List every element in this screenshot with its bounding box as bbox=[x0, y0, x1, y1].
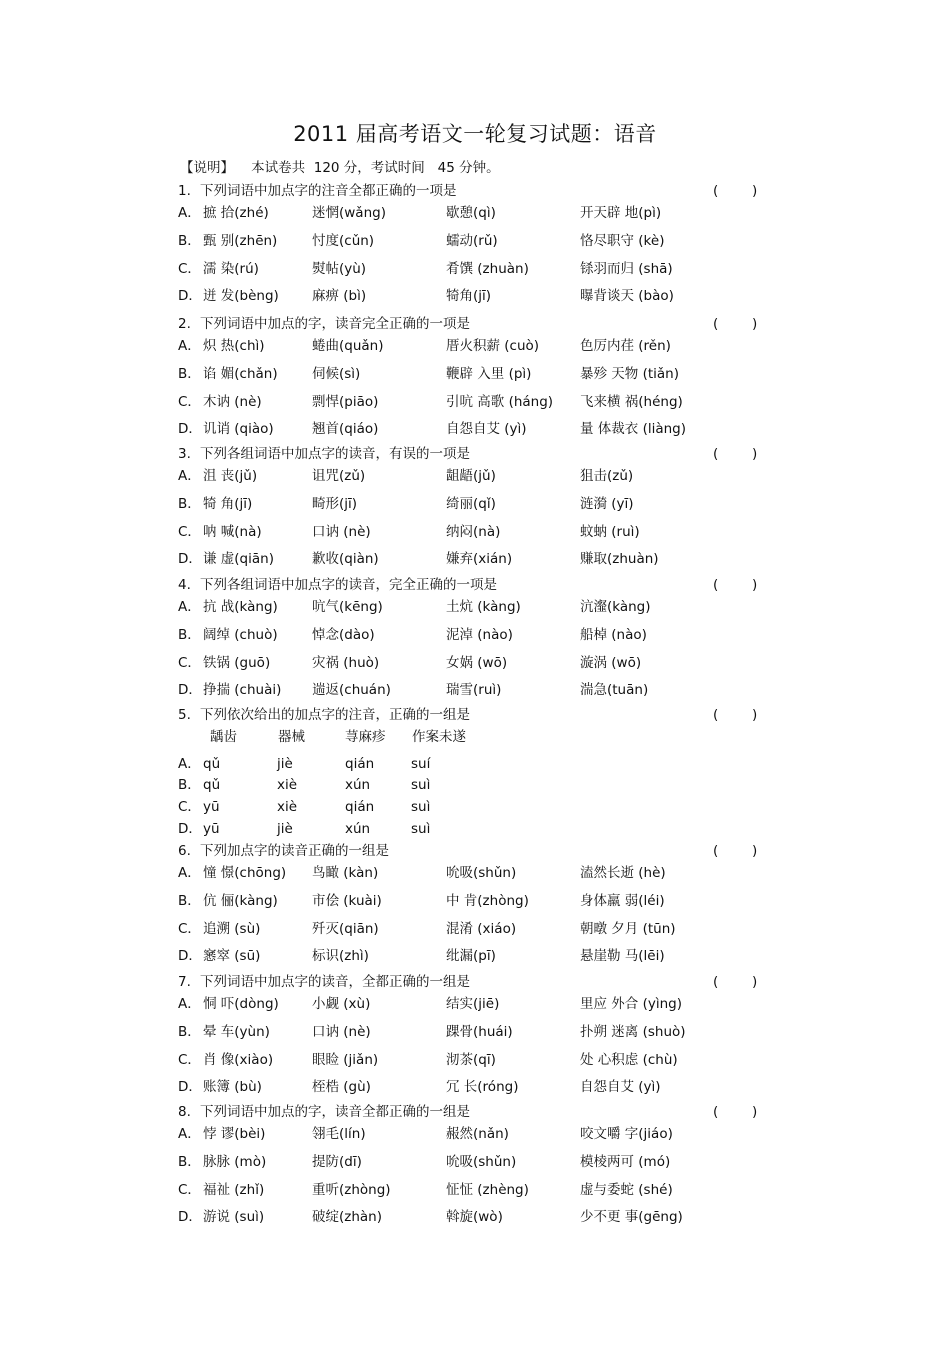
option-item: 歼灭(qiān) bbox=[312, 921, 379, 937]
option-row bbox=[0, 335, 950, 357]
option-item: 桎梏 (gù) bbox=[312, 1079, 371, 1095]
option-item: 铁锅 (guō) bbox=[203, 655, 271, 671]
option-item: 怔怔 (zhèng) bbox=[446, 1182, 529, 1198]
answer-paren-open: ( bbox=[713, 707, 719, 723]
option-letter: A． bbox=[178, 468, 201, 484]
option-item: qián bbox=[345, 756, 375, 772]
question-header bbox=[0, 313, 950, 335]
option-row bbox=[0, 1049, 950, 1071]
question-text: 下列词语中加点的字，读音完全正确的一项是 bbox=[200, 316, 470, 332]
option-row bbox=[0, 202, 950, 224]
option-letter: B． bbox=[178, 1024, 201, 1040]
option-item: 游说 (suì) bbox=[203, 1209, 265, 1225]
option-item: 溘然长逝 (hè) bbox=[580, 865, 666, 881]
answer-paren-open: ( bbox=[713, 1104, 719, 1120]
answer-paren-open: ( bbox=[713, 446, 719, 462]
option-item: 自怨自艾 (yì) bbox=[446, 421, 527, 437]
option-item: 歇憩(qì) bbox=[446, 205, 496, 221]
question-number: 1. bbox=[178, 183, 191, 199]
option-row bbox=[0, 652, 950, 674]
question-header bbox=[0, 840, 950, 862]
option-item: 瑞雪(ruì) bbox=[446, 682, 502, 698]
option-item: 濡 染(rú) bbox=[203, 261, 259, 277]
option-item: yū bbox=[203, 821, 220, 837]
option-item: qián bbox=[345, 799, 375, 815]
option-row bbox=[0, 624, 950, 646]
question-number: 4. bbox=[178, 577, 191, 593]
option-row bbox=[0, 1151, 950, 1173]
option-item: 色厉内荏 (rěn) bbox=[580, 338, 671, 354]
option-row bbox=[0, 1123, 950, 1145]
option-item: 漩涡 (wō) bbox=[580, 655, 642, 671]
option-item: suì bbox=[411, 777, 431, 793]
option-item: 嫌弃(xián) bbox=[446, 551, 513, 567]
option-item: 曝背谈天 (bào) bbox=[580, 288, 674, 304]
option-item: 麻痹 (bì) bbox=[312, 288, 367, 304]
option-letter: C． bbox=[178, 655, 201, 671]
option-row bbox=[0, 945, 950, 967]
word-item: 器械 bbox=[278, 729, 305, 745]
option-letter: D． bbox=[178, 821, 202, 837]
option-row bbox=[0, 1021, 950, 1043]
option-row bbox=[0, 890, 950, 912]
option-item: suì bbox=[411, 799, 431, 815]
option-letter: B． bbox=[178, 366, 201, 382]
option-letter: A． bbox=[178, 338, 201, 354]
option-item: 朝暾 夕月 (tūn) bbox=[580, 921, 676, 937]
option-item: 犄角(jī) bbox=[446, 288, 492, 304]
option-item: jiè bbox=[277, 756, 293, 772]
word-item: 作案未遂 bbox=[412, 729, 466, 745]
option-item: 龃龉(jǔ) bbox=[446, 468, 496, 484]
option-item: 谦 虚(qiān) bbox=[203, 551, 274, 567]
question-header bbox=[0, 574, 950, 596]
option-row bbox=[0, 993, 950, 1015]
option-item: 扑朔 迷离 (shuò) bbox=[580, 1024, 686, 1040]
question-text: 下列加点字的读音正确的一组是 bbox=[200, 843, 389, 859]
option-row bbox=[0, 679, 950, 701]
option-item: 里应 外合 (yìng) bbox=[580, 996, 682, 1012]
option-letter: C． bbox=[178, 394, 201, 410]
option-item: yū bbox=[203, 799, 220, 815]
question-text: 下列各组词语中加点字的读音，有误的一项是 bbox=[200, 446, 470, 462]
option-letter: B． bbox=[178, 627, 201, 643]
option-item: 斡旋(wò) bbox=[446, 1209, 503, 1225]
question-number: 3. bbox=[178, 446, 191, 462]
option-item: 悬崖勒 马(lēi) bbox=[580, 948, 665, 964]
question-text: 下列词语中加点的字，读音全都正确的一组是 bbox=[200, 1104, 470, 1120]
option-item: 开天辟 地(pì) bbox=[580, 205, 662, 221]
option-item: 吮吸(shǔn) bbox=[446, 1154, 517, 1170]
option-item: 剽悍(piāo) bbox=[312, 394, 379, 410]
option-item: 纳闷(nà) bbox=[446, 524, 501, 540]
option-item: 憧 憬(chōng) bbox=[203, 865, 287, 881]
option-letter: A． bbox=[178, 205, 201, 221]
question-header bbox=[0, 704, 950, 726]
answer-paren-close: ) bbox=[752, 183, 758, 199]
option-item: 绮丽(qǐ) bbox=[446, 496, 496, 512]
option-item: 赧然(nǎn) bbox=[446, 1126, 509, 1142]
option-item: 账簿 (bù) bbox=[203, 1079, 262, 1095]
option-item: 小觑 (xù) bbox=[312, 996, 371, 1012]
option-item: 沏茶(qī) bbox=[446, 1052, 496, 1068]
option-item: 福祉 (zhǐ) bbox=[203, 1182, 265, 1198]
option-item: jiè bbox=[277, 821, 293, 837]
option-item: 蚊蚋 (ruì) bbox=[580, 524, 640, 540]
option-item: 混淆 (xiáo) bbox=[446, 921, 517, 937]
option-item: 摭 拾(zhé) bbox=[203, 205, 269, 221]
option-item: qǔ bbox=[203, 777, 221, 793]
answer-paren-close: ) bbox=[752, 707, 758, 723]
option-item: 身体羸 弱(léi) bbox=[580, 893, 665, 909]
option-item: 少不更 事(gēng) bbox=[580, 1209, 683, 1225]
option-item: xún bbox=[345, 821, 371, 837]
option-item: 木讷 (nè) bbox=[203, 394, 262, 410]
option-row bbox=[0, 774, 950, 796]
option-item: 提防(dī) bbox=[312, 1154, 362, 1170]
option-row bbox=[0, 465, 950, 487]
option-item: 谄 媚(chǎn) bbox=[203, 366, 278, 382]
option-item: 沮 丧(jǔ) bbox=[203, 468, 258, 484]
option-letter: B． bbox=[178, 893, 201, 909]
question-text: 下列依次给出的加点字的注音，正确的一组是 bbox=[200, 707, 470, 723]
option-item: 晕 车(yùn) bbox=[203, 1024, 270, 1040]
option-letter: C． bbox=[178, 1182, 201, 1198]
option-item: 引吭 高歌 (háng) bbox=[446, 394, 554, 410]
answer-paren-open: ( bbox=[713, 183, 719, 199]
option-item: 模棱两可 (mó) bbox=[580, 1154, 671, 1170]
answer-paren-open: ( bbox=[713, 974, 719, 990]
option-letter: D． bbox=[178, 1209, 202, 1225]
option-row bbox=[0, 418, 950, 440]
option-letter: C． bbox=[178, 799, 201, 815]
option-item: 重听(zhòng) bbox=[312, 1182, 391, 1198]
option-row bbox=[0, 1206, 950, 1228]
option-item: 结实(jiē) bbox=[446, 996, 500, 1012]
option-item: 市侩 (kuài) bbox=[312, 893, 382, 909]
option-row bbox=[0, 230, 950, 252]
option-item: 厝火积薪 (cuò) bbox=[446, 338, 540, 354]
option-letter: B． bbox=[178, 496, 201, 512]
option-item: 悼念(dào) bbox=[312, 627, 375, 643]
option-letter: B． bbox=[178, 1154, 201, 1170]
option-item: 迸 发(bèng) bbox=[203, 288, 279, 304]
option-item: 涟漪 (yī) bbox=[580, 496, 634, 512]
option-letter: B． bbox=[178, 777, 201, 793]
option-item: suì bbox=[411, 821, 431, 837]
option-letter: C． bbox=[178, 261, 201, 277]
option-item: 破绽(zhàn) bbox=[312, 1209, 383, 1225]
option-item: 遄返(chuán) bbox=[312, 682, 391, 698]
option-item: 肴馔 (zhuàn) bbox=[446, 261, 529, 277]
option-item: 讥诮 (qiào) bbox=[203, 421, 274, 437]
option-item: 土炕 (kàng) bbox=[446, 599, 521, 615]
option-item: 冗 长(róng) bbox=[446, 1079, 519, 1095]
option-item: 窸窣 (sū) bbox=[203, 948, 261, 964]
question-text: 下列词语中加点字的注音全都正确的一项是 bbox=[200, 183, 457, 199]
option-letter: D． bbox=[178, 1079, 202, 1095]
option-row bbox=[0, 1179, 950, 1201]
option-item: 熨帖(yù) bbox=[312, 261, 367, 277]
answer-paren-open: ( bbox=[713, 843, 719, 859]
option-row bbox=[0, 753, 950, 775]
option-item: 蜷曲(quǎn) bbox=[312, 338, 384, 354]
exam-instructions: 【说明】 本试卷共 120 分，考试时间 45 分钟。 bbox=[180, 160, 500, 176]
answer-paren-open: ( bbox=[713, 316, 719, 332]
option-item: 中 肯(zhòng) bbox=[446, 893, 529, 909]
answer-paren-close: ) bbox=[752, 974, 758, 990]
question-text: 下列各组词语中加点字的读音，完全正确的一项是 bbox=[200, 577, 497, 593]
option-item: 处 心积虑 (chù) bbox=[580, 1052, 678, 1068]
option-item: 标识(zhì) bbox=[312, 948, 369, 964]
option-row bbox=[0, 521, 950, 543]
option-item: 口讷 (nè) bbox=[312, 1024, 371, 1040]
option-row bbox=[0, 548, 950, 570]
question-number: 5. bbox=[178, 707, 191, 723]
option-item: 抗 战(kàng) bbox=[203, 599, 278, 615]
question-header bbox=[0, 443, 950, 465]
question-number: 2. bbox=[178, 316, 191, 332]
option-letter: D． bbox=[178, 288, 202, 304]
option-row bbox=[0, 391, 950, 413]
option-letter: D． bbox=[178, 421, 202, 437]
option-item: 迷惘(wǎng) bbox=[312, 205, 386, 221]
word-item: 荨麻疹 bbox=[345, 729, 386, 745]
answer-paren-close: ) bbox=[752, 1104, 758, 1120]
option-item: 吭气(kēng) bbox=[312, 599, 383, 615]
option-item: 泥淖 (nào) bbox=[446, 627, 513, 643]
option-row bbox=[0, 596, 950, 618]
option-item: qǔ bbox=[203, 756, 221, 772]
option-item: 畸形(jī) bbox=[312, 496, 358, 512]
option-item: 恫 吓(dòng) bbox=[203, 996, 279, 1012]
option-row bbox=[0, 796, 950, 818]
answer-paren-close: ) bbox=[752, 446, 758, 462]
option-item: 咬文嚼 字(jiáo) bbox=[580, 1126, 673, 1142]
question-header bbox=[0, 1101, 950, 1123]
option-row bbox=[0, 1076, 950, 1098]
option-item: 恪尽职守 (kè) bbox=[580, 233, 665, 249]
option-item: 狙击(zǔ) bbox=[580, 468, 634, 484]
option-row bbox=[0, 818, 950, 840]
option-item: 犄 角(jī) bbox=[203, 496, 253, 512]
option-item: 沆瀣(kàng) bbox=[580, 599, 651, 615]
option-item: 眼睑 (jiǎn) bbox=[312, 1052, 379, 1068]
option-letter: D． bbox=[178, 551, 202, 567]
answer-paren-close: ) bbox=[752, 843, 758, 859]
option-item: 纰漏(pī) bbox=[446, 948, 496, 964]
option-letter: A． bbox=[178, 599, 201, 615]
option-item: 虚与委蛇 (shé) bbox=[580, 1182, 673, 1198]
option-item: 呐 喊(nà) bbox=[203, 524, 262, 540]
option-item: 暴殄 天物 (tiǎn) bbox=[580, 366, 679, 382]
option-item: 鸟瞰 (kàn) bbox=[312, 865, 379, 881]
option-item: 踝骨(huái) bbox=[446, 1024, 513, 1040]
question-text: 下列词语中加点字的读音，全都正确的一组是 bbox=[200, 974, 470, 990]
option-item: 鞭辟 入里 (pì) bbox=[446, 366, 532, 382]
option-item: 量 体裁衣 (liàng) bbox=[580, 421, 687, 437]
option-item: 口讷 (nè) bbox=[312, 524, 371, 540]
option-item: 翎毛(lín) bbox=[312, 1126, 366, 1142]
option-item: xiè bbox=[277, 777, 298, 793]
option-item: 伺候(sì) bbox=[312, 366, 361, 382]
question-header bbox=[0, 971, 950, 993]
option-row bbox=[0, 363, 950, 385]
option-row bbox=[0, 258, 950, 280]
option-letter: D． bbox=[178, 948, 202, 964]
option-row bbox=[0, 285, 950, 307]
question-number: 8. bbox=[178, 1104, 191, 1120]
option-item: suí bbox=[411, 756, 431, 772]
option-row bbox=[0, 918, 950, 940]
option-item: 追溯 (sù) bbox=[203, 921, 261, 937]
option-item: 挣揣 (chuài) bbox=[203, 682, 282, 698]
option-item: 炽 热(chì) bbox=[203, 338, 265, 354]
option-item: xún bbox=[345, 777, 371, 793]
option-item: 灾祸 (huò) bbox=[312, 655, 380, 671]
option-row bbox=[0, 493, 950, 515]
option-item: 阔绰 (chuò) bbox=[203, 627, 278, 643]
word-item: 龋齿 bbox=[210, 729, 237, 745]
option-item: 甄 别(zhēn) bbox=[203, 233, 278, 249]
answer-paren-open: ( bbox=[713, 577, 719, 593]
option-item: 伉 俪(kàng) bbox=[203, 893, 278, 909]
option-letter: A． bbox=[178, 1126, 201, 1142]
option-letter: C． bbox=[178, 921, 201, 937]
page-title: 2011 届高考语文一轮复习试题：语音 bbox=[293, 122, 657, 146]
option-item: 飞来横 祸(héng) bbox=[580, 394, 683, 410]
option-row bbox=[0, 862, 950, 884]
option-item: 船棹 (nào) bbox=[580, 627, 647, 643]
question-number: 6. bbox=[178, 843, 191, 859]
word-list bbox=[0, 726, 950, 748]
option-letter: B． bbox=[178, 233, 201, 249]
option-letter: A． bbox=[178, 756, 201, 772]
option-item: 悖 谬(bèi) bbox=[203, 1126, 266, 1142]
option-letter: A． bbox=[178, 865, 201, 881]
option-letter: C． bbox=[178, 524, 201, 540]
option-item: 忖度(cǔn) bbox=[312, 233, 375, 249]
option-letter: D． bbox=[178, 682, 202, 698]
question-header bbox=[0, 180, 950, 202]
option-item: 湍急(tuān) bbox=[580, 682, 649, 698]
option-item: 诅咒(zǔ) bbox=[312, 468, 366, 484]
option-item: 肖 像(xiào) bbox=[203, 1052, 274, 1068]
option-item: 女娲 (wō) bbox=[446, 655, 508, 671]
answer-paren-close: ) bbox=[752, 316, 758, 332]
option-letter: C． bbox=[178, 1052, 201, 1068]
option-item: 翘首(qiáo) bbox=[312, 421, 379, 437]
option-item: 蠕动(rǔ) bbox=[446, 233, 498, 249]
option-item: 赚取(zhuàn) bbox=[580, 551, 659, 567]
option-letter: A． bbox=[178, 996, 201, 1012]
question-number: 7. bbox=[178, 974, 191, 990]
option-item: 自怨自艾 (yì) bbox=[580, 1079, 661, 1095]
option-item: 脉脉 (mò) bbox=[203, 1154, 267, 1170]
option-item: xiè bbox=[277, 799, 298, 815]
answer-paren-close: ) bbox=[752, 577, 758, 593]
option-item: 吮吸(shǔn) bbox=[446, 865, 517, 881]
option-item: 铩羽而归 (shā) bbox=[580, 261, 673, 277]
option-item: 歉收(qiàn) bbox=[312, 551, 379, 567]
